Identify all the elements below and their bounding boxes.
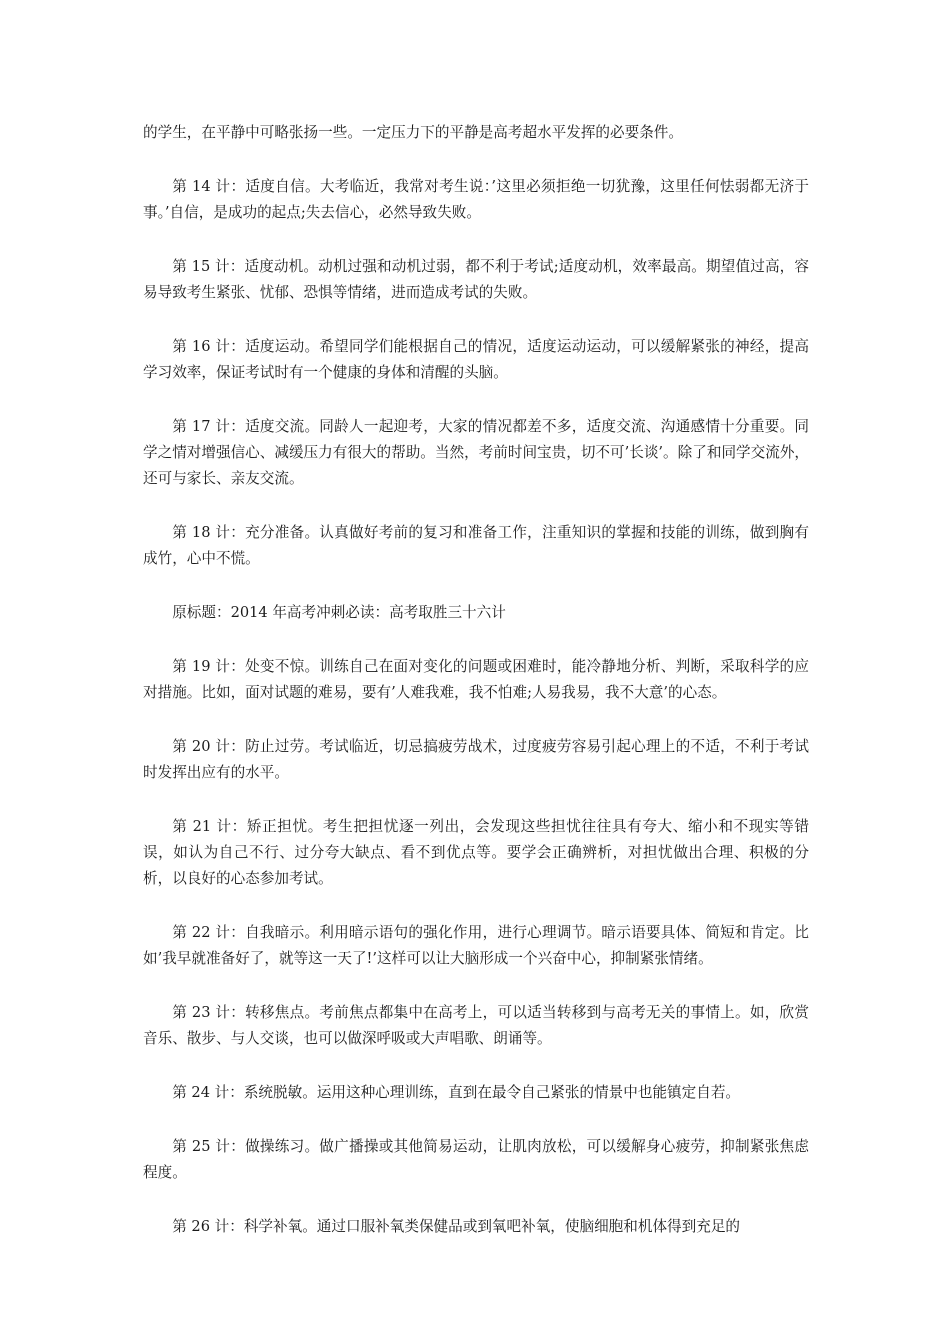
document-body	[143, 120, 809, 1268]
paragraph-tip-15: 第 15 计：适度动机。动机过强和动机过弱，都不利于考试;适度动机，效率最高。期望值过高，容易导致考生紧张、忧郁、恐惧等情绪，进而造成考试的失败。	[143, 258, 809, 301]
paragraph-tip-20: 第 20 计：防止过劳。考试临近，切忌搞疲劳战术，过度疲劳容易引起心理上的不适，不利于考试时发挥出应有的水平。	[143, 738, 809, 781]
paragraph-tip-18: 第 18 计：充分准备。认真做好考前的复习和准备工作，注重知识的掌握和技能的训练，做到胸有成竹，心中不慌。	[143, 524, 809, 567]
paragraph-tip-16: 第 16 计：适度运动。希望同学们能根据自己的情况，适度运动运动，可以缓解紧张的神经，提高学习效率，保证考试时有一个健康的身体和清醒的头脑。	[143, 338, 809, 381]
paragraph-tip-24: 第 24 计：系统脱敏。运用这种心理训练，直到在最令自己紧张的情景中也能镇定自若。	[172, 1084, 741, 1101]
paragraph-tip-17: 第 17 计：适度交流。同龄人一起迎考，大家的情况都差不多，适度交流、沟通感情十分重要。同学之情对增强信心、减缓压力有很大的帮助。当然，考前时间宝贵，切不可’长谈’。除了和同学交流外，还可与家长、亲友交流。	[143, 418, 810, 487]
original-title: 原标题：2014 年高考冲刺必读：高考取胜三十六计	[172, 604, 506, 621]
paragraph-tip-23: 第 23 计：转移焦点。考前焦点都集中在高考上，可以适当转移到与高考无关的事情上。如，欣赏音乐、散步、与人交谈，也可以做深呼吸或大声唱歌、朗诵等。	[143, 1004, 809, 1047]
paragraph-tip-22: 第 22 计：自我暗示。利用暗示语句的强化作用，进行心理调节。暗示语要具体、简短和肯定。比如’我早就准备好了，就等这一天了!’这样可以让大脑形成一个兴奋中心，抑制紧张情绪。	[143, 924, 809, 967]
paragraph-tip-26: 第 26 计：科学补氧。通过口服补氧类保健品或到氧吧补氧，使脑细胞和机体得到充足的	[172, 1218, 741, 1235]
paragraph-tip-25: 第 25 计：做操练习。做广播操或其他简易运动，让肌肉放松，可以缓解身心疲劳，抑制紧张焦虑程度。	[143, 1138, 809, 1181]
paragraph-tip-14: 第 14 计：适度自信。大考临近，我常对考生说：’这里必须拒绝一切犹豫，这里任何怯弱都无济于事。’自信，是成功的起点;失去信心，必然导致失败。	[143, 178, 809, 221]
paragraph-tip-21: 第 21 计：矫正担忧。考生把担忧逐一列出，会发现这些担忧往往具有夸大、缩小和不现实等错误，如认为自己不行、过分夸大缺点、看不到优点等。要学会正确辨析，对担忧做出合理、积极的分析，以良好的心态参加考试。	[143, 818, 809, 887]
paragraph-tip-19: 第 19 计：处变不惊。训练自己在面对变化的问题或困难时，能冷静地分析、判断，采取科学的应对措施。比如，面对试题的难易，要有’人难我难，我不怕难;人易我易，我不大意’的心态。	[143, 658, 809, 701]
paragraph-continuation: 的学生，在平静中可略张扬一些。一定压力下的平静是高考超水平发挥的必要条件。	[143, 124, 683, 141]
